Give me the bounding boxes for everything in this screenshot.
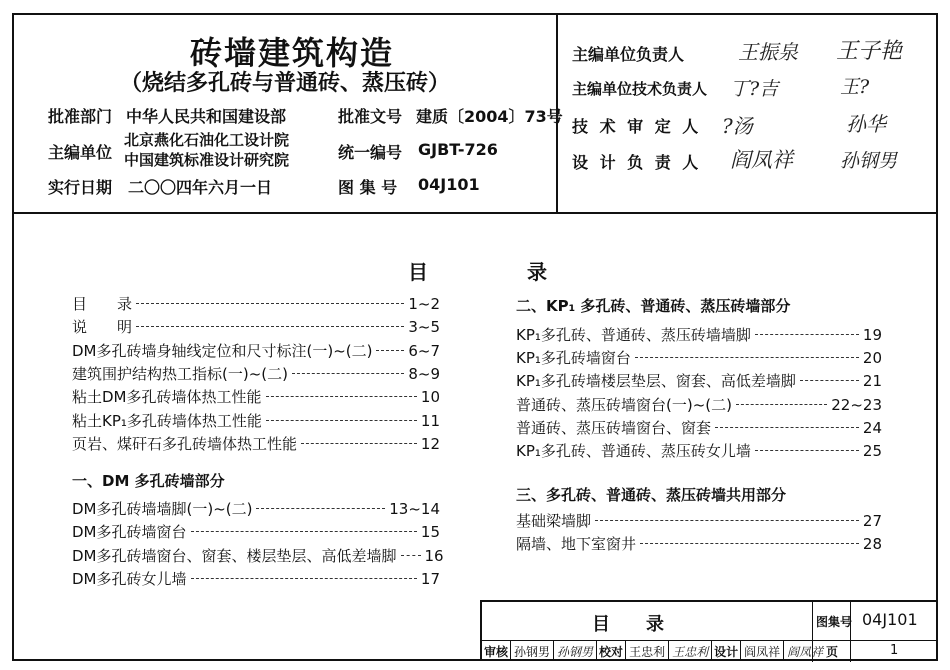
toc-entry[interactable] <box>516 347 882 368</box>
toc-leader-dashes <box>191 531 417 532</box>
toc-entry-page: 21 <box>862 372 882 391</box>
toc-entry[interactable] <box>72 521 440 542</box>
toc-entry[interactable] <box>516 510 882 531</box>
toc-leader-dashes <box>755 450 859 451</box>
toc-entry-label: KP₁多孔砖墙楼层垫层、窗套、高低差墙脚 <box>516 372 796 391</box>
toc-leader-dashes <box>256 508 385 509</box>
toc-entry[interactable] <box>72 340 440 361</box>
toc-entry-page: 3~5 <box>408 318 440 337</box>
toc-leader-dashes <box>736 404 827 405</box>
toc-entry[interactable] <box>72 386 440 407</box>
toc-entry-label: KP₁多孔砖、普通砖、蒸压砖墙墙脚 <box>516 326 751 344</box>
toc-leader-dashes <box>376 350 404 351</box>
toc-leader-dashes <box>136 326 404 327</box>
toc-leader-dashes <box>301 443 417 444</box>
signature-2-a: ?汤 <box>722 114 753 138</box>
review-label: 审核 <box>482 641 511 661</box>
doc-subtitle: （烧结多孔砖与普通砖、蒸压砖） <box>120 71 451 96</box>
check-name: 王忠利 <box>626 641 669 661</box>
check-signature: 王忠利 <box>669 641 712 661</box>
toc-entry-page: 19 <box>862 326 882 344</box>
sig-label-1: 主编单位技术负责人 <box>572 80 708 98</box>
approval-doc-label: 批准文号 <box>338 107 403 126</box>
title-block-atlas-label: 图集号 <box>816 615 853 629</box>
toc-entry-label: 目 录 <box>72 295 133 313</box>
approval-dept-label: 批准部门 <box>48 107 113 126</box>
toc-entry-page: 16 <box>424 546 444 565</box>
toc-entry-page: 25 <box>862 442 882 460</box>
toc-entry-label: DM多孔砖墙窗台 <box>72 523 187 542</box>
toc-leader-dashes <box>800 380 859 381</box>
sig-label-0: 主编单位负责人 <box>572 45 685 64</box>
toc-entry[interactable] <box>516 370 882 391</box>
toc-leader-dashes <box>292 373 404 374</box>
check-label: 校对 <box>597 641 626 661</box>
toc-entry-label: 隔墙、地下室窗井 <box>516 535 637 554</box>
toc-entry-label: 说 明 <box>72 318 133 337</box>
toc-leader-dashes <box>136 303 404 304</box>
toc-title-left: 目 <box>408 260 428 284</box>
toc-leader-dashes <box>635 357 859 358</box>
toc-entry-page: 1~2 <box>408 295 440 313</box>
toc-leader-dashes <box>191 578 417 579</box>
toc-entry-label: 基础梁墙脚 <box>516 512 592 530</box>
effective-date-value: 二〇〇四年六月一日 <box>128 178 273 197</box>
toc-entry-page: 12 <box>420 434 440 453</box>
toc-entry-page: 28 <box>862 535 882 554</box>
toc-entry[interactable] <box>72 568 440 589</box>
approval-dept-value: 中华人民共和国建设部 <box>126 107 287 126</box>
toc-entry[interactable] <box>72 363 440 384</box>
doc-title: 砖墙建筑构造 <box>190 34 395 72</box>
unified-no-value: GJBT-726 <box>418 140 498 159</box>
toc-leader-dashes <box>401 555 421 556</box>
toc-entry-page: 8~9 <box>408 364 440 383</box>
toc-entry-label: 建筑围护结构热工指标(一)~(二) <box>72 364 288 383</box>
toc-leader-dashes <box>715 427 859 428</box>
toc-entry-page: 13~14 <box>389 500 440 518</box>
signature-0-a: 王振泉 <box>738 40 798 64</box>
editor-unit-label: 主编单位 <box>48 143 113 162</box>
review-signature: 孙钢男 <box>554 641 597 661</box>
editor-unit-value-1: 北京燕化石油化工设计院 <box>124 131 290 149</box>
section2-heading: 二、KP₁ 多孔砖、普通砖、蒸压砖墙部分 <box>516 297 791 315</box>
toc-entry[interactable] <box>72 316 440 337</box>
page-value: 1 <box>890 643 899 658</box>
toc-entry[interactable] <box>72 293 440 314</box>
toc-entry[interactable] <box>516 417 882 438</box>
toc-entry-label: DM多孔砖墙窗台、窗套、楼层垫层、高低差墙脚 <box>72 546 397 565</box>
toc-leader-dashes <box>595 520 859 521</box>
toc-leader-dashes <box>640 543 859 544</box>
design-name: 阎凤祥 <box>741 641 784 661</box>
toc-entry-label: DM多孔砖墙身轴线定位和尺寸标注(一)~(二) <box>72 341 373 360</box>
toc-entry-page: 24 <box>862 418 882 437</box>
section3-heading: 三、多孔砖、普通砖、蒸压砖墙共用部分 <box>516 486 787 504</box>
title-block-signrow <box>482 641 826 661</box>
signature-2-b: 孙华 <box>846 112 886 136</box>
toc-entry-page: 27 <box>862 512 882 530</box>
toc-entry[interactable] <box>72 433 440 454</box>
toc-entry[interactable] <box>516 533 882 554</box>
toc-entry-label: 普通砖、蒸压砖墙窗台(一)~(二) <box>516 395 732 414</box>
toc-entry-label: DM多孔砖女儿墙 <box>72 569 187 588</box>
signature-0-b: 王子艳 <box>836 39 903 64</box>
title-block-title: 目 录 <box>592 614 664 635</box>
unified-no-label: 统一编号 <box>338 143 403 162</box>
section1-heading: 一、DM 多孔砖墙部分 <box>72 472 225 490</box>
toc-entry-page: 6~7 <box>408 341 440 360</box>
toc-entry-page: 22~23 <box>831 395 882 414</box>
header-divider <box>12 212 938 214</box>
toc-entry-page: 20 <box>862 349 882 368</box>
design-signature: 阎凤祥 <box>787 645 824 659</box>
editor-unit-value-2: 中国建筑标准设计研究院 <box>124 151 290 169</box>
page-label: 页 <box>826 645 839 659</box>
toc-entry[interactable] <box>72 498 440 519</box>
toc-entry-label: DM多孔砖墙墙脚(一)~(二) <box>72 500 253 518</box>
toc-entry-page: 11 <box>420 411 440 430</box>
toc-leader-dashes <box>266 396 417 397</box>
signature-3-a: 阎凤祥 <box>730 148 793 172</box>
toc-title-right: 录 <box>527 260 547 284</box>
title-block-atlas-value: 04J101 <box>862 610 918 629</box>
signature-1-b: 王? <box>840 76 870 98</box>
atlas-no-label: 图 集 号 <box>338 178 398 197</box>
atlas-no-value: 04J101 <box>418 175 480 194</box>
toc-entry-label: 粘土KP₁多孔砖墙体热工性能 <box>72 411 262 430</box>
approval-doc-value: 建质〔2004〕73号 <box>416 107 563 126</box>
toc-entry-label: 页岩、煤矸石多孔砖墙体热工性能 <box>72 434 298 453</box>
signature-3-b: 孙钢男 <box>840 150 898 172</box>
toc-leader-dashes <box>755 334 859 335</box>
review-name: 孙钢男 <box>511 641 554 661</box>
toc-entry-label: KP₁多孔砖墙窗台 <box>516 349 631 368</box>
sig-label-2: 技 术 审 定 人 <box>572 117 702 136</box>
effective-date-label: 实行日期 <box>48 178 113 197</box>
toc-entry-label: 粘土DM多孔砖墙体热工性能 <box>72 388 262 407</box>
title-block-vline-2 <box>850 602 851 662</box>
toc-entry-page: 17 <box>420 569 440 588</box>
sig-label-3: 设 计 负 责 人 <box>572 153 702 172</box>
toc-entry-label: 普通砖、蒸压砖墙窗台、窗套 <box>516 418 712 437</box>
title-block <box>480 600 938 661</box>
toc-entry-label: KP₁多孔砖、普通砖、蒸压砖女儿墙 <box>516 442 751 460</box>
toc-entry[interactable] <box>516 440 882 461</box>
signature-1-a: 丁?吉 <box>730 78 779 100</box>
toc-entry[interactable] <box>72 410 440 431</box>
toc-entry[interactable] <box>516 324 882 345</box>
design-label: 设计 <box>712 641 741 661</box>
toc-entry[interactable] <box>516 394 882 415</box>
toc-entry-page: 10 <box>420 388 440 407</box>
toc-entry[interactable] <box>72 545 444 566</box>
toc-leader-dashes <box>266 420 417 421</box>
toc-entry-page: 15 <box>420 523 440 542</box>
